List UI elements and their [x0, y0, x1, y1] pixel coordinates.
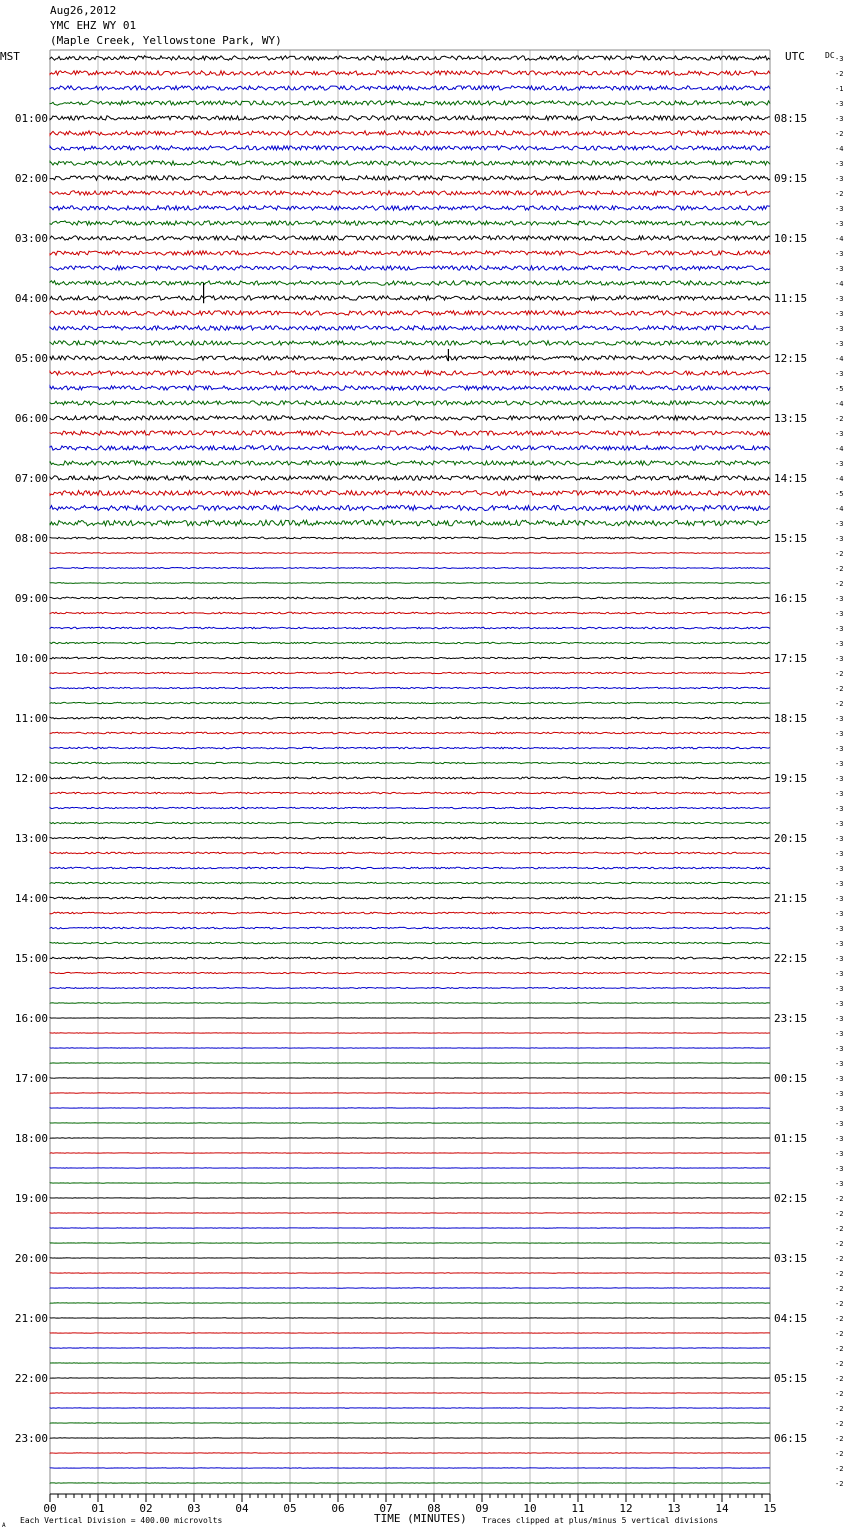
dc-offset-label: -2: [835, 700, 844, 708]
trace-row: [50, 942, 770, 943]
trace-row: [50, 491, 770, 496]
dc-offset-label: -2: [835, 130, 844, 138]
trace-row: [50, 251, 770, 255]
dc-offset-label: -2: [835, 1465, 844, 1473]
trace-row: [50, 568, 770, 569]
trace-row: [50, 702, 770, 703]
dc-offset-label: -4: [835, 445, 844, 453]
dc-offset-label: -3: [835, 100, 844, 108]
dc-offset-label: -3: [835, 595, 844, 603]
hour-label-right: 03:15: [774, 1252, 808, 1265]
hour-label-left: 22:00: [14, 1372, 48, 1385]
dc-offset-label: -3: [835, 970, 844, 978]
dc-offset-label: -2: [835, 565, 844, 573]
dc-offset-label: -3: [835, 655, 844, 663]
trace-row: [50, 852, 770, 854]
trace-row: [50, 505, 770, 510]
hour-label-right: 16:15: [774, 592, 808, 605]
trace-row: [50, 311, 770, 315]
hour-label-right: 08:15: [774, 112, 808, 125]
hour-label-left: 03:00: [14, 232, 48, 245]
dc-offset-label: -2: [835, 1405, 844, 1413]
trace-row: [50, 206, 770, 210]
hour-label-right: 15:15: [774, 532, 808, 545]
dc-offset-label: -3: [835, 835, 844, 843]
trace-row: [50, 612, 770, 614]
x-tick-label: 15: [763, 1502, 777, 1515]
hour-label-left: 09:00: [14, 592, 48, 605]
trace-row: [50, 927, 770, 929]
clip-note: Traces clipped at plus/minus 5 vertical divisions: [482, 1516, 719, 1525]
dc-offset-label: -2: [835, 1420, 844, 1428]
dc-offset-label: -3: [835, 1120, 844, 1128]
dc-offset-label: -2: [835, 70, 844, 78]
trace-row: [50, 386, 770, 390]
trace-row: [50, 176, 770, 180]
dc-offset-label: -3: [835, 850, 844, 858]
dc-offset-label: -2: [835, 1375, 844, 1383]
trace-row: [50, 597, 770, 599]
dc-offset-label: -4: [835, 235, 844, 243]
dc-offset-label: -3: [835, 745, 844, 753]
trace-row: [50, 717, 770, 719]
trace-row: [50, 341, 770, 345]
hour-label-left: 05:00: [14, 352, 48, 365]
dc-offset-label: -3: [835, 175, 844, 183]
dc-offset-label: -2: [835, 685, 844, 693]
trace-row: [50, 972, 770, 973]
hour-label-right: 12:15: [774, 352, 808, 365]
dc-offset-label: -3: [835, 805, 844, 813]
dc-offset-label: -3: [835, 325, 844, 333]
dc-offset-label: -3: [835, 1135, 844, 1143]
trace-row: [50, 101, 770, 105]
hour-label-right: 06:15: [774, 1432, 808, 1445]
dc-offset-label: -3: [835, 160, 844, 168]
x-tick-label: 10: [523, 1502, 537, 1515]
dc-offset-label: -3: [835, 55, 844, 63]
dc-offset-label: -2: [835, 1255, 844, 1263]
dc-offset-label: -3: [835, 955, 844, 963]
dc-offset-label: -3: [835, 790, 844, 798]
trace-row: [50, 371, 770, 375]
dc-offset-label: -3: [835, 760, 844, 768]
header-date: Aug26,2012: [50, 4, 117, 17]
trace-row: [50, 326, 770, 330]
hour-label-left: 19:00: [14, 1192, 48, 1205]
dc-offset-label: -3: [835, 1015, 844, 1023]
dc-offset-label: -3: [835, 625, 844, 633]
trace-row: [50, 957, 770, 959]
trace-row: [50, 988, 770, 989]
hour-label-right: 23:15: [774, 1012, 808, 1025]
trace-row: [50, 912, 770, 914]
dc-offset-label: -2: [835, 580, 844, 588]
dc-offset-label: -2: [835, 550, 844, 558]
trace-row: [50, 822, 770, 823]
trace-row: [50, 747, 770, 749]
dc-offset-label: -2: [835, 1390, 844, 1398]
hour-label-left: 12:00: [14, 772, 48, 785]
x-tick-label: 02: [139, 1502, 153, 1515]
x-tick-label: 04: [235, 1502, 249, 1515]
hour-label-right: 11:15: [774, 292, 808, 305]
dc-label: DC: [825, 51, 835, 60]
dc-offset-label: -4: [835, 400, 844, 408]
dc-offset-label: -3: [835, 820, 844, 828]
hour-label-left: 17:00: [14, 1072, 48, 1085]
dc-offset-label: -2: [835, 1435, 844, 1443]
dc-offset-label: -3: [835, 250, 844, 258]
trace-row: [50, 837, 770, 839]
dc-offset-label: -3: [835, 295, 844, 303]
dc-offset-label: -2: [835, 1300, 844, 1308]
dc-offset-label: -3: [835, 730, 844, 738]
dc-offset-label: -3: [835, 985, 844, 993]
dc-offset-label: -3: [835, 1030, 844, 1038]
dc-offset-label: -2: [835, 670, 844, 678]
hour-label-right: 00:15: [774, 1072, 808, 1085]
dc-offset-label: -3: [835, 220, 844, 228]
trace-row: [50, 266, 770, 270]
dc-offset-label: -4: [835, 355, 844, 363]
trace-row: [50, 1003, 770, 1004]
trace-row: [50, 461, 770, 465]
corner-mark: A: [2, 1522, 6, 1529]
hour-label-left: 20:00: [14, 1252, 48, 1265]
dc-offset-label: -3: [835, 1090, 844, 1098]
dc-offset-label: -3: [835, 460, 844, 468]
dc-offset-label: -3: [835, 205, 844, 213]
dc-offset-label: -2: [835, 415, 844, 423]
dc-offset-label: -3: [835, 520, 844, 528]
trace-row: [50, 476, 770, 480]
dc-offset-label: -3: [835, 310, 844, 318]
dc-offset-label: -3: [835, 880, 844, 888]
trace-row: [50, 191, 770, 195]
dc-offset-label: -2: [835, 1285, 844, 1293]
hour-label-left: 14:00: [14, 892, 48, 905]
x-tick-label: 01: [91, 1502, 105, 1515]
trace-row: [50, 146, 770, 150]
hour-label-right: 14:15: [774, 472, 808, 485]
hour-label-left: 11:00: [14, 712, 48, 725]
dc-offset-label: -3: [835, 910, 844, 918]
trace-row: [50, 446, 770, 450]
x-tick-label: 11: [571, 1502, 585, 1515]
dc-offset-label: -5: [835, 490, 844, 498]
header-station: YMC EHZ WY 01: [50, 19, 137, 32]
dc-offset-label: -3: [835, 115, 844, 123]
dc-offset-label: -4: [835, 145, 844, 153]
hour-label-left: 06:00: [14, 412, 48, 425]
dc-offset-label: -3: [835, 430, 844, 438]
trace-row: [50, 792, 770, 794]
dc-offset-label: -2: [835, 1480, 844, 1488]
trace-row: [50, 583, 770, 584]
trace-row: [50, 882, 770, 883]
dc-offset-label: -3: [835, 1075, 844, 1083]
dc-offset-label: -4: [835, 505, 844, 513]
hour-label-right: 04:15: [774, 1312, 808, 1325]
hour-label-left: 07:00: [14, 472, 48, 485]
hour-label-left: 02:00: [14, 172, 48, 185]
trace-rows: [50, 56, 770, 1483]
dc-offset-label: -2: [835, 1210, 844, 1218]
dc-offset-label: -3: [835, 640, 844, 648]
dc-offset-label: -2: [835, 1360, 844, 1368]
dc-offset-label: -3: [835, 715, 844, 723]
trace-row: [50, 431, 770, 435]
dc-offset-label: -3: [835, 1150, 844, 1158]
trace-row: [50, 296, 770, 300]
trace-row: [50, 86, 770, 90]
hour-label-left: 21:00: [14, 1312, 48, 1325]
dc-offset-label: -4: [835, 280, 844, 288]
dc-offset-label: -2: [835, 1450, 844, 1458]
dc-offset-label: -3: [835, 265, 844, 273]
dc-offset-label: -3: [835, 1060, 844, 1068]
trace-row: [50, 116, 770, 120]
dc-offset-label: -2: [835, 1330, 844, 1338]
dc-offset-label: -3: [835, 1105, 844, 1113]
dc-offset-label: -2: [835, 1240, 844, 1248]
trace-row: [50, 131, 770, 135]
trace-row: [50, 687, 770, 688]
hour-label-right: 18:15: [774, 712, 808, 725]
trace-row: [50, 520, 770, 526]
hour-label-right: 02:15: [774, 1192, 808, 1205]
hour-label-right: 22:15: [774, 952, 808, 965]
dc-offset-label: -2: [835, 1195, 844, 1203]
trace-row: [50, 897, 770, 899]
x-tick-label: 06: [331, 1502, 345, 1515]
dc-offset-label: -3: [835, 940, 844, 948]
hour-label-left: 01:00: [14, 112, 48, 125]
x-tick-label: 00: [43, 1502, 57, 1515]
trace-row: [50, 161, 770, 165]
dc-offset-label: -2: [835, 1315, 844, 1323]
trace-row: [50, 221, 770, 225]
x-tick-label: 09: [475, 1502, 489, 1515]
hour-label-left: 15:00: [14, 952, 48, 965]
trace-row: [50, 56, 770, 60]
dc-offset-label: -3: [835, 1045, 844, 1053]
dc-offset-label: -3: [835, 535, 844, 543]
hour-label-right: 09:15: [774, 172, 808, 185]
x-tick-label: 05: [283, 1502, 297, 1515]
trace-row: [50, 867, 770, 869]
dc-offset-label: -3: [835, 925, 844, 933]
trace-row: [50, 657, 770, 659]
trace-row: [50, 416, 770, 420]
dc-offset-label: -2: [835, 190, 844, 198]
trace-row: [50, 281, 770, 285]
scale-note: Each Vertical Division = 400.00 microvolts: [20, 1516, 223, 1525]
x-tick-label: 07: [379, 1502, 393, 1515]
hour-label-right: 05:15: [774, 1372, 808, 1385]
hour-label-left: 13:00: [14, 832, 48, 845]
hour-label-left: 04:00: [14, 292, 48, 305]
hour-label-left: 18:00: [14, 1132, 48, 1145]
x-tick-label: 03: [187, 1502, 201, 1515]
dc-offset-label: -3: [835, 340, 844, 348]
x-tick-label: 13: [667, 1502, 681, 1515]
hour-label-right: 01:15: [774, 1132, 808, 1145]
dc-offset-label: -3: [835, 1180, 844, 1188]
trace-row: [50, 401, 770, 405]
hour-label-right: 10:15: [774, 232, 808, 245]
dc-offset-label: -5: [835, 385, 844, 393]
dc-offset-label: -2: [835, 1270, 844, 1278]
hour-label-left: 08:00: [14, 532, 48, 545]
trace-row: [50, 553, 770, 554]
hour-label-left: 16:00: [14, 1012, 48, 1025]
dc-offset-label: -3: [835, 895, 844, 903]
dc-offset-label: -3: [835, 610, 844, 618]
trace-row: [50, 627, 770, 629]
dc-offset-label: -3: [835, 1000, 844, 1008]
hour-label-right: 21:15: [774, 892, 808, 905]
dc-offset-label: -3: [835, 865, 844, 873]
x-tick-label: 14: [715, 1502, 729, 1515]
x-tick-label: 12: [619, 1502, 633, 1515]
trace-row: [50, 777, 770, 779]
left-zone-label: MST: [0, 50, 20, 63]
trace-row: [50, 537, 770, 539]
hour-label-right: 20:15: [774, 832, 808, 845]
right-zone-label: UTC: [785, 50, 805, 63]
hour-label-right: 19:15: [774, 772, 808, 785]
trace-row: [50, 236, 770, 240]
trace-row: [50, 732, 770, 734]
dc-offset-label: -2: [835, 1225, 844, 1233]
x-tick-label: 08: [427, 1502, 441, 1515]
trace-row: [50, 807, 770, 808]
trace-row: [50, 672, 770, 673]
header-location: (Maple Creek, Yellowstone Park, WY): [50, 34, 282, 47]
hour-label-left: 10:00: [14, 652, 48, 665]
trace-row: [50, 356, 770, 360]
hour-label-left: 23:00: [14, 1432, 48, 1445]
x-axis-title: TIME (MINUTES): [374, 1512, 467, 1525]
dc-offset-label: -1: [835, 85, 844, 93]
dc-offset-label: -3: [835, 775, 844, 783]
hour-label-right: 13:15: [774, 412, 808, 425]
dc-offset-label: -3: [835, 1165, 844, 1173]
trace-row: [50, 71, 770, 75]
trace-row: [50, 762, 770, 763]
dc-offset-label: -4: [835, 475, 844, 483]
trace-row: [50, 642, 770, 643]
dc-offset-label: -2: [835, 1345, 844, 1353]
hour-label-right: 17:15: [774, 652, 808, 665]
dc-offset-label: -3: [835, 370, 844, 378]
